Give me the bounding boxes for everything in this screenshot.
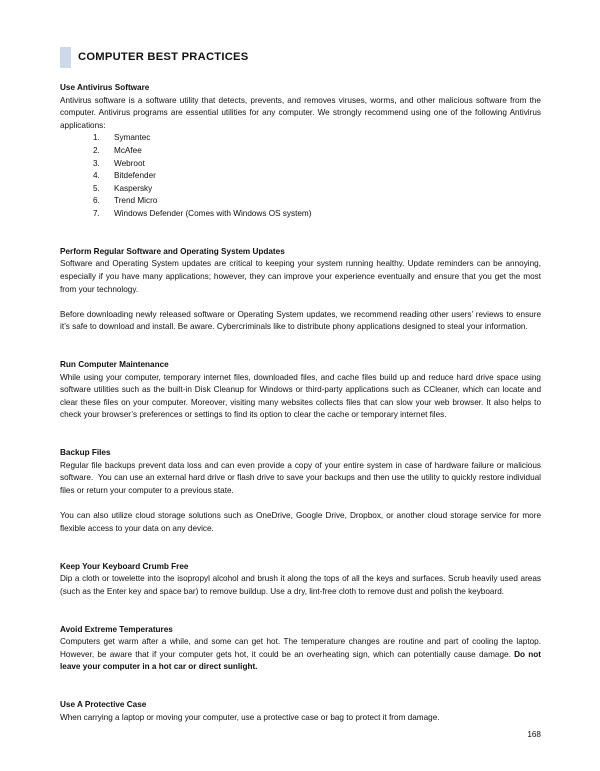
list-item — [60, 183, 541, 196]
list-item — [60, 158, 541, 171]
section-paragraph-maintenance: While using your computer, temporary internet files, downloaded files, and cache files build up and reduce hard drive space using software utilities such as the built-in Disk Cleanup for Windows or third-party applications such as CCleaner, which can locate and clear these files on your computer. Moreover, visiting many websites collects files that can slow your web browser. It also helps to check your browser’s preferences or settings to find its option to clear the cache or temporary internet files. — [60, 372, 544, 420]
list-item — [60, 145, 541, 158]
section-case — [60, 699, 541, 724]
list-item-label: Bitdefender — [114, 171, 156, 181]
list-item — [60, 208, 541, 221]
title-accent-bar — [60, 47, 71, 68]
list-item-label: Kaspersky — [114, 183, 153, 193]
list-item-number: 2. — [93, 145, 100, 155]
section-heading-updates: Perform Regular Software and Operating System Updates — [60, 246, 285, 256]
section-heading-keyboard: Keep Your Keyboard Crumb Free — [60, 561, 189, 571]
section-paragraph-updates-2: Before downloading newly released software or Operating System updates, we recommend reading other users’ reviews to ensure it’s safe to download and install. Be aware. Cybercriminals like to distribute phony applications designed to steal your information. — [60, 309, 544, 332]
list-item-number: 1. — [93, 133, 100, 143]
section-heading-maintenance: Run Computer Maintenance — [60, 360, 169, 370]
list-item-label: McAfee — [114, 145, 142, 155]
list-item — [60, 132, 541, 145]
page-title — [60, 47, 248, 68]
page-number: 168 — [527, 730, 541, 739]
section-heading-backup: Backup Files — [60, 448, 111, 458]
list-item-number: 4. — [93, 171, 100, 181]
section-maintenance — [60, 359, 544, 422]
list-item-label: Symantec — [114, 133, 151, 143]
section-keyboard — [60, 561, 544, 599]
document-body — [60, 82, 544, 724]
spacer — [60, 674, 541, 687]
spacer — [60, 598, 541, 611]
list-item-number: 3. — [93, 158, 100, 168]
section-heading-antivirus: Use Antivirus Software — [60, 83, 150, 92]
list-item-number: 5. — [93, 183, 100, 193]
section-paragraph-backup-2: You can also utilize cloud storage solutions such as OneDrive, Google Drive, Dropbox, or another cloud storage service for more flexible access to your data on any device. — [60, 511, 544, 533]
list-item-label: Trend Micro — [114, 196, 158, 206]
spacer — [60, 422, 541, 435]
section-paragraph-case: When carrying a laptop or moving your computer, use a protective case or bag to protect it from damage. — [60, 712, 440, 722]
page-title-text: COMPUTER BEST PRACTICES — [78, 50, 249, 63]
list-item-number: 7. — [93, 208, 100, 218]
list-item-label: Windows Defender (Comes with Windows OS system) — [114, 208, 312, 218]
section-paragraph-updates-1: Software and Operating System updates are critical to keeping your system running healthy. Update reminders can be annoying, especially if you have many applications; however, they can improve your experience eventually and ensure that you get the most from your technology. — [60, 259, 544, 294]
section-paragraph-antivirus: Antivirus software is a software utility that detects, prevents, and removes viruses, worms, and other malicious software from the computer. Antivirus programs are essential utilities for any computer. We strongly recommend using one of the following Antivirus applications: — [60, 95, 544, 130]
list-item-label: Webroot — [114, 158, 145, 168]
section-paragraph-backup-1: Regular file backups prevent data loss and can even provide a copy of your entire system in case of hardware failure or malicious software. You can use an external hard drive or flash drive to save your backups and then use the utility to quickly restore individual files or return your computer to a previous state. — [60, 460, 544, 495]
section-temperatures — [60, 624, 544, 674]
temperatures-warning-text: Do not leave your computer in a hot car or direct sunlight. — [60, 649, 544, 672]
section-antivirus — [60, 82, 544, 221]
section-updates — [60, 246, 544, 334]
section-paragraph-temperatures — [60, 636, 544, 674]
spacer — [60, 498, 541, 511]
list-item-number: 6. — [93, 196, 100, 206]
list-item — [60, 195, 541, 208]
section-backup — [60, 447, 544, 535]
section-heading-case: Use A Protective Case — [60, 700, 147, 710]
spacer — [60, 334, 541, 347]
spacer — [60, 221, 541, 234]
spacer — [60, 535, 541, 548]
temperatures-lead-text: Computers get warm after a while, and some can get hot. The temperature changes are routine and part of cooling the laptop. However, be aware that if your computer gets hot, it could be an overheating sign, which can potentially cause damage. — [60, 637, 544, 659]
section-paragraph-keyboard: Dip a cloth or towelette into the isopropyl alcohol and brush it along the tops of all the keys and surfaces. Scrub heavily used areas (such as the Enter key and space bar) to remove buildup. Use a dry, lint-free cloth to remove dust and polish the keyboard. — [60, 574, 544, 596]
antivirus-list — [60, 132, 541, 220]
section-heading-temperatures: Avoid Extreme Temperatures — [60, 624, 173, 634]
list-item — [60, 170, 541, 183]
spacer — [60, 296, 541, 309]
